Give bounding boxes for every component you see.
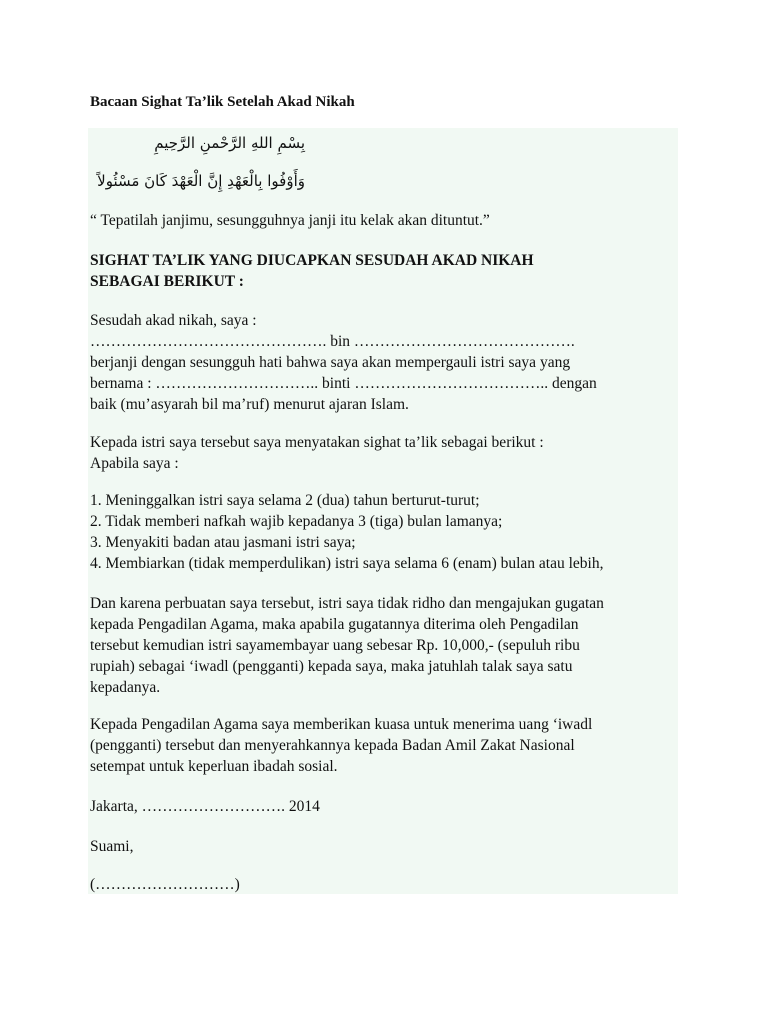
consequence-line: tersebut kemudian istri sayamembayar uang sebesar Rp. 10,000,- (sepuluh ribu [90, 637, 580, 654]
consequence-line: kepada Pengadilan Agama, maka apabila gugatannya diterima oleh Pengadilan [90, 616, 579, 633]
section-heading [90, 250, 690, 292]
statement-line: Apabila saya : [90, 455, 179, 472]
verse-translation: “ Tepatilah janjimu, sesungguhnya janji itu kelak akan dituntut.” [90, 212, 490, 229]
document-title: Bacaan Sighat Ta’lik Setelah Akad Nikah [90, 94, 355, 110]
intro-line: berjanji dengan sesungguh hati bahwa saya akan mempergauli istri saya yang [90, 354, 571, 371]
condition-item: 3. Menyakiti badan atau jasmani istri saya; [90, 534, 356, 551]
conditions-list [90, 490, 690, 574]
authority-line: (pengganti) tersebut dan menyerahkannya kepada Badan Amil Zakat Nasional [90, 737, 575, 754]
condition-item: 1. Meninggalkan istri saya selama 2 (dua) tahun berturut-turut; [90, 492, 480, 509]
authority-paragraph [90, 714, 690, 777]
authority-line: setempat untuk keperluan ibadah sosial. [90, 758, 338, 775]
consequence-line: kepadanya. [90, 679, 161, 696]
consequence-line: Dan karena perbuatan saya tersebut, istri saya tidak ridho dan mengajukan gugatan [90, 595, 604, 612]
statement-line: Kepada istri saya tersebut saya menyatakan sighat ta’lik sebagai berikut : [90, 434, 544, 451]
intro-line: bernama : ………………………….. binti ……………………………….. dengan [90, 375, 597, 392]
intro-line: Sesudah akad nikah, saya : [90, 312, 257, 329]
consequence-paragraph [90, 593, 690, 698]
intro-paragraph [90, 310, 690, 415]
arabic-verse: وَأَوْفُوا بِالْعَهْدِ إِنَّ الْعَهْدَ كَانَ مَسْئُولاً [97, 172, 305, 190]
statement-paragraph [90, 432, 690, 474]
consequence-line: rupiah) sebagai ‘iwadl (pengganti) kepada saya, maka jatuhlah talak saya satu [90, 658, 573, 675]
signer-label: Suami, [90, 838, 134, 855]
intro-line: ………………………………………. bin ……………………………………. [90, 333, 575, 350]
condition-item: 4. Membiarkan (tidak memperdulikan) istri saya selama 6 (enam) bulan atau lebih, [90, 555, 604, 572]
place-date: Jakarta, ………………………. 2014 [90, 798, 320, 815]
arabic-basmalah: بِسْمِ اللهِ الرَّحْمنِ الرَّحِيمِ [154, 134, 305, 152]
heading-line: SIGHAT TA’LIK YANG DIUCAPKAN SESUDAH AKAD NIKAH [90, 252, 534, 269]
heading-line: SEBAGAI BERIKUT : [90, 273, 244, 290]
intro-line: baik (mu’asyarah bil ma’ruf) menurut ajaran Islam. [90, 396, 409, 413]
authority-line: Kepada Pengadilan Agama saya memberikan kuasa untuk menerima uang ‘iwadl [90, 716, 593, 733]
condition-item: 2. Tidak memberi nafkah wajib kepadanya 3 (tiga) bulan lamanya; [90, 513, 503, 530]
signature-line: (………………………) [90, 876, 240, 893]
